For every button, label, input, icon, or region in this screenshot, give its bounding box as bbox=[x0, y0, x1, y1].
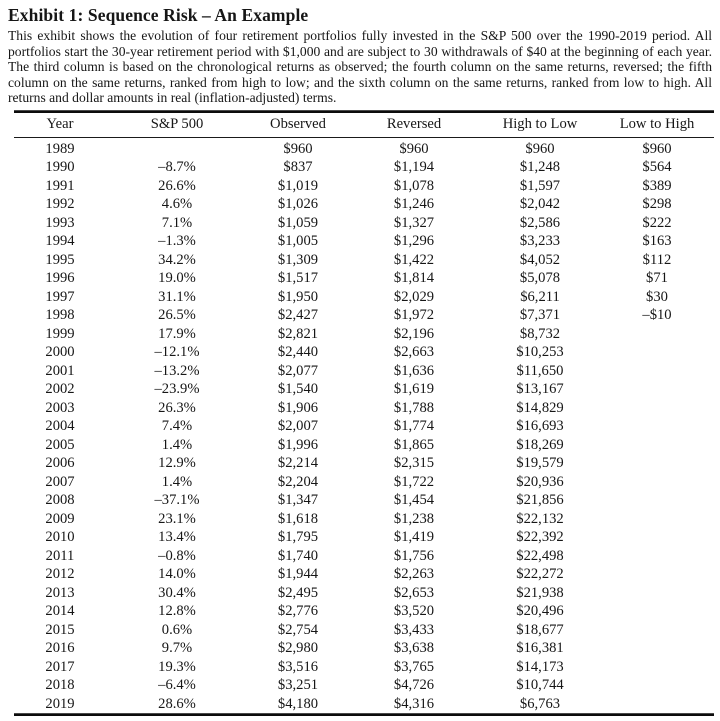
cell-sp500: 13.4% bbox=[158, 529, 196, 546]
cell-year: 1991 bbox=[45, 177, 75, 194]
table-row bbox=[14, 528, 714, 547]
cell-observed: $1,517 bbox=[277, 270, 319, 287]
sequence-risk-table bbox=[14, 113, 714, 714]
cell-year: 1997 bbox=[45, 288, 75, 305]
cell-low-to-high bbox=[600, 547, 714, 566]
cell-reversed: $1,194 bbox=[393, 159, 435, 176]
cell-year: 1992 bbox=[45, 196, 75, 213]
table-header bbox=[14, 113, 714, 138]
cell-reversed: $2,315 bbox=[393, 455, 435, 472]
cell-year: 2012 bbox=[45, 566, 75, 583]
cell-sp500: 12.9% bbox=[158, 455, 196, 472]
table-row bbox=[14, 251, 714, 270]
table-row bbox=[14, 621, 714, 640]
cell-observed: $1,540 bbox=[277, 381, 319, 398]
cell-sp500: 9.7% bbox=[161, 640, 193, 657]
cell-observed: $960 bbox=[283, 140, 313, 157]
cell-observed: $4,180 bbox=[277, 695, 319, 712]
cell-sp500: 12.8% bbox=[158, 603, 196, 620]
cell-high-to-low: $14,173 bbox=[516, 658, 564, 675]
cell-reversed: $2,663 bbox=[393, 344, 435, 361]
cell-reversed: $1,814 bbox=[393, 270, 435, 287]
cell-year: 1989 bbox=[45, 140, 75, 157]
cell-high-to-low: $18,677 bbox=[516, 621, 564, 638]
table-row bbox=[14, 288, 714, 307]
cell-reversed: $2,029 bbox=[393, 288, 435, 305]
cell-reversed: $1,422 bbox=[393, 251, 435, 268]
cell-high-to-low: $6,763 bbox=[519, 695, 561, 712]
cell-reversed: $2,196 bbox=[393, 325, 435, 342]
table-row bbox=[14, 325, 714, 344]
exhibit-description: This exhibit shows the evolution of four retirement portfolios fully invested in the S&P 500 over the 1990-2019 period. All portfolios start the 30-year retirement period with $1,000 and are subject to 30 withdrawals of $40 at the beginning of each year. The third column is based on the chronological returns as observed; the fourth column on the same returns, reversed; the fifth column on the same returns, ranked from high to low; and the sixth column on the same returns, ranked from low to high. All returns and dollar amounts in real (inflation-adjusted) terms. bbox=[8, 28, 712, 106]
cell-year: 2017 bbox=[45, 658, 75, 675]
cell-high-to-low: $16,381 bbox=[516, 640, 564, 657]
cell-high-to-low: $11,650 bbox=[516, 362, 564, 379]
cell-high-to-low: $22,272 bbox=[516, 566, 564, 583]
cell-high-to-low: $4,052 bbox=[519, 251, 561, 268]
table-row bbox=[14, 491, 714, 510]
cell-sp500: 26.5% bbox=[158, 307, 196, 324]
cell-observed: $1,795 bbox=[277, 529, 319, 546]
cell-reversed: $1,238 bbox=[393, 510, 435, 527]
cell-low-to-high bbox=[600, 639, 714, 658]
cell-high-to-low: $22,498 bbox=[516, 547, 564, 564]
cell-sp500: 14.0% bbox=[158, 566, 196, 583]
cell-low-to-high bbox=[600, 362, 714, 381]
cell-sp500: –37.1% bbox=[154, 492, 200, 509]
cell-low-to-high bbox=[600, 695, 714, 714]
cell-low-to-high bbox=[600, 658, 714, 677]
cell-sp500: 23.1% bbox=[158, 510, 196, 527]
table-row bbox=[14, 658, 714, 677]
cell-reversed: $1,636 bbox=[393, 362, 435, 379]
cell-sp500: 1.4% bbox=[161, 473, 193, 490]
cell-low-to-high: $112 bbox=[642, 251, 672, 268]
cell-observed: $1,944 bbox=[277, 566, 319, 583]
cell-observed: $2,204 bbox=[277, 473, 319, 490]
cell-observed: $2,077 bbox=[277, 362, 319, 379]
cell-year: 2010 bbox=[45, 529, 75, 546]
cell-sp500: 17.9% bbox=[158, 325, 196, 342]
cell-sp500: 28.6% bbox=[158, 695, 196, 712]
table-row bbox=[14, 269, 714, 288]
cell-low-to-high: $389 bbox=[642, 177, 672, 194]
table-row bbox=[14, 454, 714, 473]
cell-year: 1993 bbox=[45, 214, 75, 231]
cell-year: 2013 bbox=[45, 584, 75, 601]
cell-sp500 bbox=[106, 137, 248, 158]
cell-observed: $1,347 bbox=[277, 492, 319, 509]
cell-observed: $1,059 bbox=[277, 214, 319, 231]
cell-low-to-high bbox=[600, 584, 714, 603]
table-header-row bbox=[14, 113, 714, 138]
cell-reversed: $4,726 bbox=[393, 677, 435, 694]
cell-sp500: 1.4% bbox=[161, 436, 193, 453]
cell-sp500: –6.4% bbox=[158, 677, 196, 694]
cell-low-to-high bbox=[600, 473, 714, 492]
cell-high-to-low: $16,693 bbox=[516, 418, 564, 435]
cell-reversed: $1,419 bbox=[393, 529, 435, 546]
cell-reversed: $960 bbox=[399, 140, 429, 157]
cell-low-to-high bbox=[600, 454, 714, 473]
cell-year: 2014 bbox=[45, 603, 75, 620]
cell-low-to-high bbox=[600, 676, 714, 695]
cell-reversed: $2,653 bbox=[393, 584, 435, 601]
cell-high-to-low: $7,371 bbox=[519, 307, 561, 324]
cell-reversed: $1,619 bbox=[393, 381, 435, 398]
cell-high-to-low: $10,744 bbox=[516, 677, 564, 694]
cell-reversed: $1,865 bbox=[393, 436, 435, 453]
cell-low-to-high: $564 bbox=[642, 159, 672, 176]
cell-low-to-high bbox=[600, 417, 714, 436]
cell-year: 1999 bbox=[45, 325, 75, 342]
cell-low-to-high bbox=[600, 510, 714, 529]
table-row bbox=[14, 195, 714, 214]
column-header-low-to-high: Low to High bbox=[600, 113, 714, 138]
cell-high-to-low: $3,233 bbox=[519, 233, 561, 250]
table-row bbox=[14, 177, 714, 196]
cell-observed: $2,007 bbox=[277, 418, 319, 435]
cell-low-to-high: $960 bbox=[642, 140, 672, 157]
cell-year: 2006 bbox=[45, 455, 75, 472]
table-row bbox=[14, 639, 714, 658]
cell-year: 1998 bbox=[45, 307, 75, 324]
cell-low-to-high bbox=[600, 399, 714, 418]
cell-high-to-low: $22,392 bbox=[516, 529, 564, 546]
column-header-reversed: Reversed bbox=[348, 113, 480, 138]
table-body bbox=[14, 137, 714, 713]
cell-low-to-high: –$10 bbox=[642, 307, 672, 324]
cell-year: 2015 bbox=[45, 621, 75, 638]
table-row bbox=[14, 343, 714, 362]
cell-observed: $1,950 bbox=[277, 288, 319, 305]
cell-high-to-low: $8,732 bbox=[519, 325, 561, 342]
cell-high-to-low: $6,211 bbox=[520, 288, 560, 305]
cell-reversed: $1,078 bbox=[393, 177, 435, 194]
cell-low-to-high: $30 bbox=[646, 288, 668, 305]
cell-observed: $1,906 bbox=[277, 399, 319, 416]
cell-low-to-high bbox=[600, 380, 714, 399]
cell-observed: $1,740 bbox=[277, 547, 319, 564]
cell-observed: $2,214 bbox=[277, 455, 319, 472]
cell-observed: $1,019 bbox=[277, 177, 319, 194]
cell-year: 1990 bbox=[45, 159, 75, 176]
cell-sp500: –13.2% bbox=[154, 362, 200, 379]
cell-low-to-high: $222 bbox=[642, 214, 672, 231]
cell-year: 1995 bbox=[45, 251, 75, 268]
cell-low-to-high bbox=[600, 602, 714, 621]
cell-low-to-high bbox=[600, 621, 714, 640]
table-row bbox=[14, 214, 714, 233]
table-row bbox=[14, 473, 714, 492]
table-row bbox=[14, 695, 714, 714]
cell-sp500: 19.0% bbox=[158, 270, 196, 287]
cell-year: 2016 bbox=[45, 640, 75, 657]
cell-sp500: 4.6% bbox=[161, 196, 193, 213]
table-row bbox=[14, 510, 714, 529]
cell-year: 2009 bbox=[45, 510, 75, 527]
cell-low-to-high bbox=[600, 491, 714, 510]
table-row bbox=[14, 362, 714, 381]
cell-year: 2003 bbox=[45, 399, 75, 416]
cell-observed: $837 bbox=[283, 159, 313, 176]
table-row bbox=[14, 547, 714, 566]
exhibit-table-wrap bbox=[14, 110, 714, 717]
cell-reversed: $1,246 bbox=[393, 196, 435, 213]
cell-year: 2000 bbox=[45, 344, 75, 361]
cell-sp500: 26.3% bbox=[158, 399, 196, 416]
cell-high-to-low: $21,938 bbox=[516, 584, 564, 601]
column-header-high-to-low: High to Low bbox=[480, 113, 600, 138]
cell-sp500: –1.3% bbox=[158, 233, 196, 250]
cell-observed: $2,776 bbox=[277, 603, 319, 620]
cell-low-to-high bbox=[600, 343, 714, 362]
table-row bbox=[14, 137, 714, 158]
cell-year: 2008 bbox=[45, 492, 75, 509]
cell-high-to-low: $5,078 bbox=[519, 270, 561, 287]
cell-high-to-low: $1,248 bbox=[519, 159, 561, 176]
cell-year: 2019 bbox=[45, 695, 75, 712]
cell-high-to-low: $2,586 bbox=[519, 214, 561, 231]
cell-observed: $3,251 bbox=[277, 677, 319, 694]
table-row bbox=[14, 676, 714, 695]
cell-high-to-low: $1,597 bbox=[519, 177, 561, 194]
cell-high-to-low: $18,269 bbox=[516, 436, 564, 453]
cell-high-to-low: $19,579 bbox=[516, 455, 564, 472]
table-row bbox=[14, 380, 714, 399]
cell-sp500: –12.1% bbox=[154, 344, 200, 361]
cell-low-to-high bbox=[600, 565, 714, 584]
cell-sp500: –0.8% bbox=[158, 547, 196, 564]
cell-sp500: 7.4% bbox=[161, 418, 193, 435]
cell-high-to-low: $14,829 bbox=[516, 399, 564, 416]
cell-observed: $1,618 bbox=[277, 510, 319, 527]
cell-sp500: 26.6% bbox=[158, 177, 196, 194]
cell-reversed: $2,263 bbox=[393, 566, 435, 583]
cell-reversed: $1,774 bbox=[393, 418, 435, 435]
table-row bbox=[14, 417, 714, 436]
table-row bbox=[14, 565, 714, 584]
cell-sp500: 19.3% bbox=[158, 658, 196, 675]
cell-observed: $2,821 bbox=[277, 325, 319, 342]
cell-sp500: 31.1% bbox=[158, 288, 196, 305]
cell-low-to-high: $71 bbox=[646, 270, 668, 287]
cell-low-to-high bbox=[600, 325, 714, 344]
cell-high-to-low: $21,856 bbox=[516, 492, 564, 509]
cell-year: 2004 bbox=[45, 418, 75, 435]
cell-high-to-low: $13,167 bbox=[516, 381, 564, 398]
cell-reversed: $3,765 bbox=[393, 658, 435, 675]
cell-reversed: $1,756 bbox=[393, 547, 435, 564]
cell-year: 1994 bbox=[45, 233, 75, 250]
cell-sp500: –8.7% bbox=[158, 159, 196, 176]
cell-low-to-high: $163 bbox=[642, 233, 672, 250]
cell-year: 2001 bbox=[45, 362, 75, 379]
cell-year: 2005 bbox=[45, 436, 75, 453]
cell-reversed: $1,722 bbox=[393, 473, 435, 490]
column-header-year: Year bbox=[14, 113, 106, 138]
column-header-sp500: S&P 500 bbox=[106, 113, 248, 138]
cell-sp500: 0.6% bbox=[161, 621, 193, 638]
cell-year: 2007 bbox=[45, 473, 75, 490]
table-row bbox=[14, 399, 714, 418]
cell-observed: $2,980 bbox=[277, 640, 319, 657]
cell-reversed: $3,638 bbox=[393, 640, 435, 657]
cell-observed: $2,495 bbox=[277, 584, 319, 601]
exhibit-title: Exhibit 1: Sequence Risk – An Example bbox=[8, 5, 309, 25]
cell-year: 2018 bbox=[45, 677, 75, 694]
cell-high-to-low: $10,253 bbox=[516, 344, 564, 361]
cell-low-to-high bbox=[600, 436, 714, 455]
cell-reversed: $1,788 bbox=[393, 399, 435, 416]
cell-observed: $1,005 bbox=[277, 233, 319, 250]
cell-reversed: $4,316 bbox=[393, 695, 435, 712]
cell-sp500: 34.2% bbox=[158, 251, 196, 268]
table-row bbox=[14, 306, 714, 325]
cell-reversed: $3,433 bbox=[393, 621, 435, 638]
cell-low-to-high bbox=[600, 528, 714, 547]
cell-sp500: –23.9% bbox=[154, 381, 200, 398]
cell-reversed: $1,327 bbox=[393, 214, 435, 231]
cell-high-to-low: $960 bbox=[525, 140, 555, 157]
cell-year: 2011 bbox=[45, 547, 75, 564]
table-bottom-rule bbox=[14, 713, 714, 716]
column-header-observed: Observed bbox=[248, 113, 348, 138]
cell-observed: $2,754 bbox=[277, 621, 319, 638]
cell-observed: $2,427 bbox=[277, 307, 319, 324]
cell-reversed: $1,972 bbox=[393, 307, 435, 324]
cell-reversed: $3,520 bbox=[393, 603, 435, 620]
cell-reversed: $1,454 bbox=[393, 492, 435, 509]
cell-observed: $1,309 bbox=[277, 251, 319, 268]
table-row bbox=[14, 584, 714, 603]
table-row bbox=[14, 602, 714, 621]
table-row bbox=[14, 436, 714, 455]
cell-year: 2002 bbox=[45, 381, 75, 398]
cell-observed: $1,026 bbox=[277, 196, 319, 213]
table-row bbox=[14, 158, 714, 177]
cell-low-to-high: $298 bbox=[642, 196, 672, 213]
cell-sp500: 30.4% bbox=[158, 584, 196, 601]
cell-observed: $3,516 bbox=[277, 658, 319, 675]
cell-high-to-low: $20,936 bbox=[516, 473, 564, 490]
cell-sp500: 7.1% bbox=[161, 214, 193, 231]
cell-observed: $1,996 bbox=[277, 436, 319, 453]
cell-high-to-low: $22,132 bbox=[516, 510, 564, 527]
cell-high-to-low: $20,496 bbox=[516, 603, 564, 620]
cell-observed: $2,440 bbox=[277, 344, 319, 361]
table-row bbox=[14, 232, 714, 251]
cell-year: 1996 bbox=[45, 270, 75, 287]
cell-reversed: $1,296 bbox=[393, 233, 435, 250]
cell-high-to-low: $2,042 bbox=[519, 196, 561, 213]
